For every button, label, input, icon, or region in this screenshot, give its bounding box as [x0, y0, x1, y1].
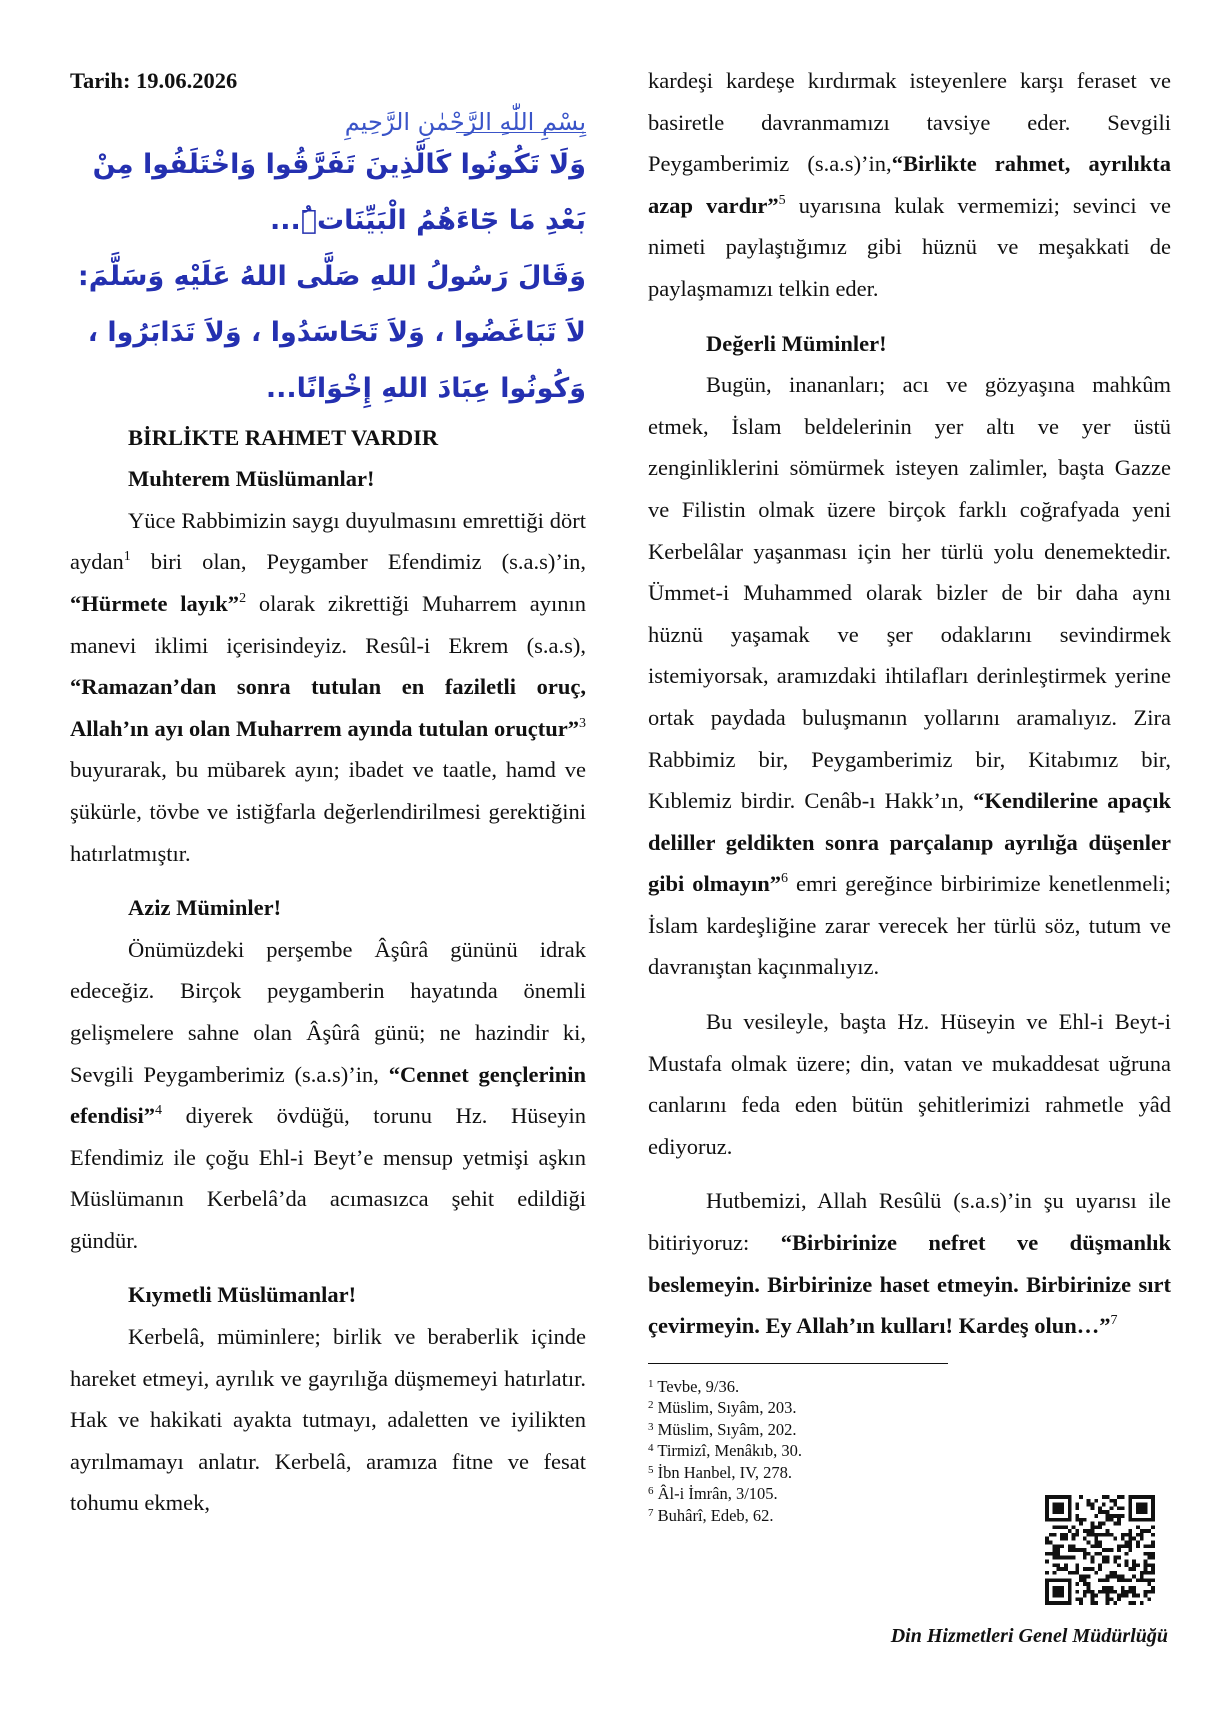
p1-text-d: buyurarak, bu mübarek ayın; ibadet ve taatle, hamd ve şükürle, tövbe ve istiğfarla değerlendirilmesi gerektiğini hatırlatmıştır.	[70, 757, 586, 866]
arabic-hadith-intro: وَقَالَ رَسُولُ اللهِ صَلَّى اللهُ عَلَيْهِ وَسَلَّمَ:	[77, 260, 586, 292]
sermon-title: BİRLİKTE RAHMET VARDIR	[128, 424, 439, 450]
arabic-verse: وَلَا تَكُونُوا كَالَّذِينَ تَفَرَّقُوا وَاخْتَلَفُوا مِنْ بَعْدِ مَا جَٓاءَهُمُ الْبَيِّنَاتُۜ...	[92, 148, 586, 236]
qr-code[interactable]	[1045, 1495, 1155, 1605]
paragraph-4	[648, 364, 1171, 988]
bismillah-calligraphy	[70, 102, 586, 136]
paragraph-3-continued: kardeşi kardeşe kırdırmak isteyenlere karşı feraset ve basiretle davranmamızı tavsiye eder. Sevgili Peygamberimiz (s.a.s)’in,“Birlikte rahmet, ayrılıkta azap vardır”$^5$ uyarısına kulak vermemizi; sevinci ve nimeti paylaştığımız gibi hüznü ve meşakkati de paylaşmamızı telkin eder.	[648, 68, 1172, 301]
p3-quote: “Birlikte rahmet, ayrılıkta azap vardır”	[648, 151, 1172, 218]
signature: Din Hizmetleri Genel Müdürlüğü	[890, 1625, 1168, 1647]
left-column	[70, 60, 586, 1524]
footnote-1: $^1$ Tevbe, 9/36.	[648, 1376, 740, 1396]
paragraph-3: Kerbelâ, müminlere; birlik ve beraberlik içinde hareket etmeyi, ayrılık ve gayrılığa düşmemeyi hatırlatır. Hak ve hakikati ayakta tutmayı, adaletten ve iyilikten ayrılmamayı anlatır. Kerbelâ, aramıza fitne ve fesat tohumu ekmek,	[70, 1324, 586, 1516]
date: Tarih: 19.06.2026	[70, 68, 238, 93]
footnote-3: $^3$ Müslim, Sıyâm, 202.	[648, 1419, 797, 1439]
arabic-hadith: لاَ تَبَاغَضُوا ، وَلاَ تَحَاسَدُوا ، وَلاَ تَدَابَرُوا ، وَكُونُوا عِبَادَ اللهِ إِخْوَانًا...	[87, 316, 586, 404]
footnote-ref-5: 5	[778, 192, 786, 208]
footnote-ref-2: 2	[239, 590, 247, 606]
heading-kiymetli: Kıymetli Müslümanlar!	[128, 1282, 357, 1308]
p2-text-a: Önümüzdeki perşembe Âşûrâ gününü idrak edeceğiz. Birçok peygamberin hayatında önemli gelişmelere sahne olan Âşûrâ günü; ne hazindir ki, Sevgili Peygamberimiz (s.a.s)’in,	[70, 936, 586, 1087]
footnote-4: $^4$ Tirmizî, Menâkıb, 30.	[648, 1441, 803, 1461]
bismillah-text: بِسْمِ اللّٰهِ الرَّحْمٰنِ الرَّحِيمِ	[344, 107, 586, 136]
p4-quote: “Kendilerine apaçık deliller geldikten sonra parçalanıp ayrılığa düşenler gibi olmayın”	[648, 788, 1171, 897]
heading-muhterem: Muhterem Müslümanlar!	[128, 466, 375, 492]
p2-text-b: diyerek övdüğü, torunu Hz. Hüseyin Efendimiz ile çoğu Ehl-i Beyt’e mensup yetmişi aşkın Müslümanın Kerbelâ’da acımasızca şehit edildiği gündür.	[70, 1103, 586, 1253]
heading-aziz: Aziz Müminler!	[128, 895, 282, 921]
paragraph-6	[648, 1180, 1171, 1346]
footnote-ref-1: 1	[123, 549, 131, 565]
footnote-ref-7: 7	[1110, 1313, 1118, 1329]
p6-text-a: Hutbemizi, Allah Resûlü (s.a.s)’in şu uyarısı ile bitiriyoruz:	[648, 1188, 1171, 1256]
footnote-5: $^5$ İbn Hanbel, IV, 278.	[648, 1462, 793, 1482]
paragraph-2	[70, 929, 586, 1262]
footnote-ref-3: 3	[579, 715, 586, 731]
p1-quote-2: “Ramazan’dan sonra tutulan en faziletli oruç, Allah’ın ayı olan Muharrem ayında tutulan oruçtur”	[70, 674, 586, 741]
p2-quote: “Cennet gençlerinin efendisi”	[70, 1061, 586, 1129]
footnote-7: $^7$ Buhârî, Edeb, 62.	[648, 1505, 774, 1525]
p1-text-a: Yüce Rabbimizin saygı duyulmasını emrettiği dört aydan	[70, 507, 586, 575]
p4-text-b: emri gereğince birbirimize kenetlenmeli; İslam kardeşliğine zarar verecek her türlü söz, tutum ve davranıştan kaçınmalıyız.	[648, 871, 1171, 980]
footnote-ref-4: 4	[155, 1103, 163, 1119]
footnote-6: $^6$ Âl-i İmrân, 3/105.	[648, 1484, 778, 1504]
paragraph-1	[70, 500, 586, 874]
p1-quote-1: “Hürmete layık”	[70, 590, 240, 616]
right-column	[648, 60, 1171, 1526]
paragraph-5: Bu vesileyle, başta Hz. Hüseyin ve Ehl-i Beyt-i Mustafa olmak üzere; din, vatan ve mukaddesat uğruna canlarını feda eden bütün şehitlerimizi rahmetle yâd ediyoruz.	[648, 1009, 1171, 1159]
p1-text-c: olarak zikrettiği Muharrem ayının manevi iklimi içerisindeyiz. Resûl-i Ekrem (s.a.s),	[70, 590, 586, 658]
p4-text-a: Bugün, inananları; acı ve gözyaşına mahkûm etmek, İslam beldelerinin yer altı ve yer üstü zenginliklerini sömürmek isteyen zalimler, başta Gazze ve Filistin olmak üzere birçok farklı coğrafyada yeni Kerbelâlar yaşanması için her türlü yolu denemektedir. Ümmet-i Muhammed olarak bizler de bir daha aynı hüznü yaşamak ve şer odaklarını sevindirmek istemiyorsak, aramızdaki ihtilafları derinleştirmek yerine ortak paydada buluşmanın yollarını aramalıyız. Zira Rabbimiz bir, Peygamberimiz bir, Kitabımız bir, Kıblemiz birdir. Cenâb-ı Hakk’ın,	[648, 372, 1171, 814]
footnote-ref-6: 6	[781, 871, 788, 887]
p1-text-b: biri olan, Peygamber Efendimiz (s.a.s)’in,	[130, 549, 586, 575]
footnote-divider	[648, 1363, 948, 1364]
heading-degerli: Değerli Müminler!	[706, 330, 887, 356]
footnote-2: $^2$ Müslim, Sıyâm, 203.	[648, 1398, 797, 1418]
p6-quote: “Birbirinize nefret ve düşmanlık beslemeyin. Birbirinize haset etmeyin. Birbirinize sırt çevirmeyin. Ey Allah’ın kulları! Kardeş olun…”	[648, 1230, 1171, 1339]
